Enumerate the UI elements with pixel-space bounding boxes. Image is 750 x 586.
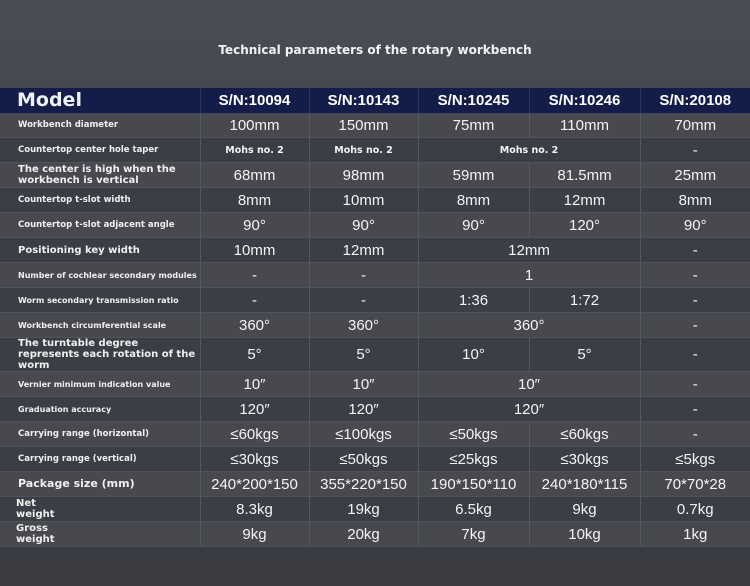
cell: 10°	[418, 338, 529, 372]
cell: 59mm	[418, 163, 529, 188]
cell: Mohs no. 2	[200, 138, 309, 163]
table-row	[0, 213, 750, 238]
cell: 9kg	[200, 522, 309, 547]
table-row	[0, 163, 750, 188]
table-row	[0, 338, 750, 372]
cell: 5°	[309, 338, 418, 372]
row-label: Carrying range (vertical)	[0, 447, 200, 472]
gross-weight-label: Gross weight	[16, 523, 55, 545]
model-col-header: S/N:20108	[640, 88, 750, 113]
cell: Mohs no. 2	[309, 138, 418, 163]
cell: -	[640, 288, 750, 313]
cell: 10kg	[529, 522, 640, 547]
table-row	[0, 238, 750, 263]
cell: 0.7kg	[640, 497, 750, 522]
cell: ≤60kgs	[529, 422, 640, 447]
row-label: Workbench circumferential scale	[0, 313, 200, 338]
cell: ≤30kgs	[529, 447, 640, 472]
cell: -	[200, 288, 309, 313]
row-label: Package size (mm)	[0, 472, 200, 497]
cell: ≤100kgs	[309, 422, 418, 447]
table-row	[0, 263, 750, 288]
table-row	[0, 113, 750, 138]
cell: 355*220*150	[309, 472, 418, 497]
cell: 6.5kg	[418, 497, 529, 522]
cell: 10″	[418, 372, 640, 397]
cell: 360°	[418, 313, 640, 338]
cell: 120″	[309, 397, 418, 422]
cell: 120°	[529, 213, 640, 238]
cell: ≤60kgs	[200, 422, 309, 447]
cell: 240*200*150	[200, 472, 309, 497]
cell: 12mm	[418, 238, 640, 263]
table-row	[0, 372, 750, 397]
cell: ≤50kgs	[418, 422, 529, 447]
net-weight-label: Net weight	[16, 498, 55, 520]
cell: 150mm	[309, 113, 418, 138]
cell: 190*150*110	[418, 472, 529, 497]
cell: 1	[418, 263, 640, 288]
cell: 5°	[529, 338, 640, 372]
cell: 19kg	[309, 497, 418, 522]
cell: 1:36	[418, 288, 529, 313]
cell: -	[640, 138, 750, 163]
cell: -	[640, 313, 750, 338]
model-col-header: S/N:10245	[418, 88, 529, 113]
row-label: Workbench diameter	[0, 113, 200, 138]
table-row	[0, 313, 750, 338]
cell: -	[640, 238, 750, 263]
cell: ≤5kgs	[640, 447, 750, 472]
row-label: Worm secondary transmission ratio	[0, 288, 200, 313]
table-row	[0, 472, 750, 497]
cell: 1:72	[529, 288, 640, 313]
cell: 360°	[200, 313, 309, 338]
cell: 7kg	[418, 522, 529, 547]
cell: 81.5mm	[529, 163, 640, 188]
page-title: Technical parameters of the rotary workbench	[218, 43, 532, 57]
cell: -	[640, 263, 750, 288]
cell: 110mm	[529, 113, 640, 138]
cell: 68mm	[200, 163, 309, 188]
cell: 120″	[418, 397, 640, 422]
cell: 12mm	[529, 188, 640, 213]
cell: 8mm	[640, 188, 750, 213]
row-label: The turntable degree represents each rotation of the worm	[0, 338, 200, 372]
cell: -	[200, 263, 309, 288]
model-col-header: S/N:10143	[309, 88, 418, 113]
cell: Mohs no. 2	[418, 138, 640, 163]
table-row	[0, 397, 750, 422]
cell: 20kg	[309, 522, 418, 547]
cell: 10mm	[309, 188, 418, 213]
cell: 240*180*115	[529, 472, 640, 497]
row-label	[0, 522, 200, 547]
cell: ≤25kgs	[418, 447, 529, 472]
table-row	[0, 497, 750, 522]
cell: 8mm	[200, 188, 309, 213]
cell: 90°	[200, 213, 309, 238]
cell: -	[309, 288, 418, 313]
row-label: Number of cochlear secondary modules	[0, 263, 200, 288]
cell: 90°	[418, 213, 529, 238]
cell: 10mm	[200, 238, 309, 263]
cell: ≤50kgs	[309, 447, 418, 472]
model-col-header: S/N:10094	[200, 88, 309, 113]
cell: 70mm	[640, 113, 750, 138]
row-label: Vernier minimum indication value	[0, 372, 200, 397]
cell: 75mm	[418, 113, 529, 138]
cell: 100mm	[200, 113, 309, 138]
model-col-header: S/N:10246	[529, 88, 640, 113]
table-row	[0, 188, 750, 213]
table-row	[0, 447, 750, 472]
cell: -	[309, 263, 418, 288]
model-header: Model	[0, 88, 200, 113]
header-row	[0, 88, 750, 113]
row-label: Countertop t-slot width	[0, 188, 200, 213]
row-label: Carrying range (horizontal)	[0, 422, 200, 447]
spec-table	[0, 88, 750, 547]
cell: 360°	[309, 313, 418, 338]
row-label: The center is high when the workbench is vertical	[0, 163, 200, 188]
cell: 25mm	[640, 163, 750, 188]
cell: 120″	[200, 397, 309, 422]
cell: 10″	[309, 372, 418, 397]
cell: 90°	[640, 213, 750, 238]
cell: 5°	[200, 338, 309, 372]
cell: -	[640, 338, 750, 372]
row-label: Graduation accuracy	[0, 397, 200, 422]
row-label: Positioning key width	[0, 238, 200, 263]
table-row	[0, 522, 750, 547]
row-label: Countertop t-slot adjacent angle	[0, 213, 200, 238]
cell: 98mm	[309, 163, 418, 188]
cell: 8.3kg	[200, 497, 309, 522]
cell: ≤30kgs	[200, 447, 309, 472]
cell: 12mm	[309, 238, 418, 263]
cell: -	[640, 397, 750, 422]
cell: -	[640, 372, 750, 397]
cell: 90°	[309, 213, 418, 238]
cell: 8mm	[418, 188, 529, 213]
cell: 10″	[200, 372, 309, 397]
row-label: Countertop center hole taper	[0, 138, 200, 163]
table-row	[0, 288, 750, 313]
table-row	[0, 422, 750, 447]
cell: 70*70*28	[640, 472, 750, 497]
cell: 1kg	[640, 522, 750, 547]
table-row	[0, 138, 750, 163]
cell: 9kg	[529, 497, 640, 522]
row-label	[0, 497, 200, 522]
cell: -	[640, 422, 750, 447]
